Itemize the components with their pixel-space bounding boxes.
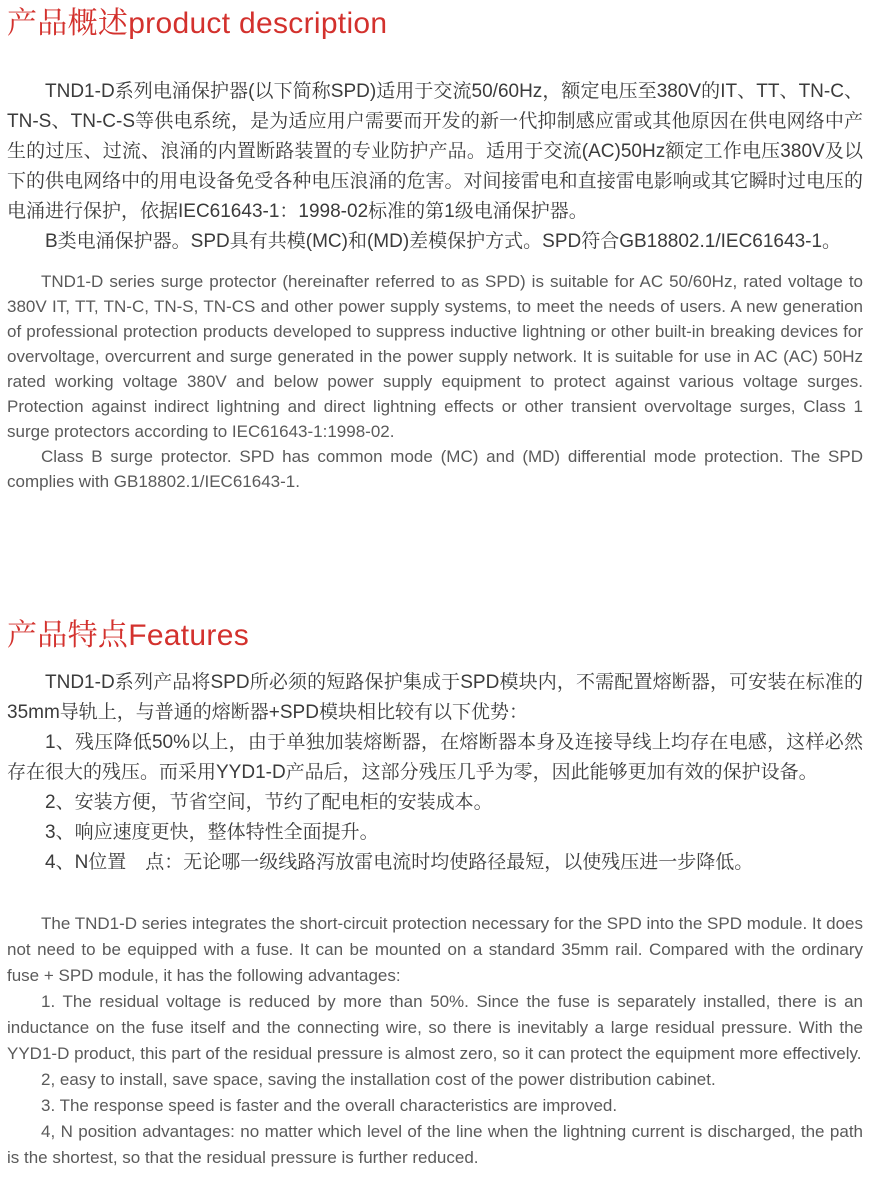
features-zh-item-1: 1、残压降低50%以上，由于单独加装熔断器，在熔断器本身及连接导线上均存在电感，这样必然存在很大的残压。而采用YYD1-D产品后，这部分残压几乎为零，因此能够更加有效的保护设备。 xyxy=(7,732,863,783)
features-chinese-text xyxy=(7,668,863,878)
features-en-item-4: 4, N position advantages: no matter which level of the line when the lightning current is discharged, the path is the shortest, so that the residual pressure is further reduced. xyxy=(7,1122,863,1167)
overview-zh-paragraph-2: B类电涌保护器。SPD具有共模(MC)和(MD)差模保护方式。SPD符合GB18802.1/IEC61643-1。 xyxy=(45,231,842,252)
overview-en-paragraph-1: TND1-D series surge protector (hereinafter referred to as SPD) is suitable for AC 50/60Hz, rated voltage to 380V IT, TT, TN-C, TN-S, TN-CS and other power supply systems, to meet the needs of users. A new generation of professional protection products developed to suppress inductive lightning or other built-in breaking devices for overvoltage, overcurrent and surge generated in the power supply network. It is suitable for use in AC (AC) 50Hz rated working voltage 380V and below power supply equipment to protect against various voltage surges. Protection against indirect lightning and direct lightning effects or other transient overvoltage surges, Class 1 surge protectors according to IEC61643-1:1998-02. xyxy=(7,272,863,441)
overview-english-text xyxy=(7,269,863,494)
overview-en-paragraph-2: Class B surge protector. SPD has common mode (MC) and (MD) differential mode protection. The SPD complies with GB18802.1/IEC61643-1. xyxy=(7,447,863,491)
features-en-item-2: 2, easy to install, save space, saving the installation cost of the power distribution cabinet. xyxy=(41,1070,716,1089)
features-zh-item-4: 4、N位置 点：无论哪一级线路泻放雷电流时均使路径最短，以使残压进一步降低。 xyxy=(45,852,754,873)
features-zh-intro: TND1-D系列产品将SPD所必须的短路保护集成于SPD模块内，不需配置熔断器，可安装在标准的35mm导轨上，与普通的熔断器+SPD模块相比较有以下优势： xyxy=(7,672,863,723)
section-features xyxy=(7,618,863,1171)
overview-zh-paragraph-1: TND1-D系列电涌保护器(以下简称SPD)适用于交流50/60Hz，额定电压至380V的IT、TT、TN-C、TN-S、TN-C-S等供电系统，是为适应用户需要而开发的新一代抑制感应雷或其他原因在供电网络中产生的过压、过流、浪涌的内置断路装置的专业防护产品。适用于交流(AC)50Hz额定工作电压380V及以下的供电网络中的用电设备免受各种电压浪涌的危害。对间接雷电和直接雷电影响或其它瞬时过电压的电涌进行保护，依据IEC61643-1：1998-02标准的第1级电涌保护器。 xyxy=(7,81,863,222)
overview-chinese-text xyxy=(7,77,863,257)
section-overview xyxy=(7,6,863,494)
features-english-text xyxy=(7,911,863,1171)
features-zh-item-3: 3、响应速度更快，整体特性全面提升。 xyxy=(45,822,379,843)
features-en-item-3: 3. The response speed is faster and the overall characteristics are improved. xyxy=(41,1096,618,1115)
section-title-overview: 产品概述product description xyxy=(7,7,388,40)
features-en-intro: The TND1-D series integrates the short-circuit protection necessary for the SPD into the SPD module. It does not need to be equipped with a fuse. It can be mounted on a standard 35mm rail. Compared with the ordinary fuse + SPD module, it has the following advantages: xyxy=(7,914,863,985)
section-title-features: 产品特点Features xyxy=(7,619,249,652)
features-zh-item-2: 2、安装方便，节省空间，节约了配电柜的安装成本。 xyxy=(45,792,493,813)
features-en-item-1: 1. The residual voltage is reduced by more than 50%. Since the fuse is separately installed, there is an inductance on the fuse itself and the connecting wire, so there is inevitably a large residual pressure. With the YYD1-D product, this part of the residual pressure is almost zero, so it can protect the equipment more effectively. xyxy=(7,992,863,1063)
